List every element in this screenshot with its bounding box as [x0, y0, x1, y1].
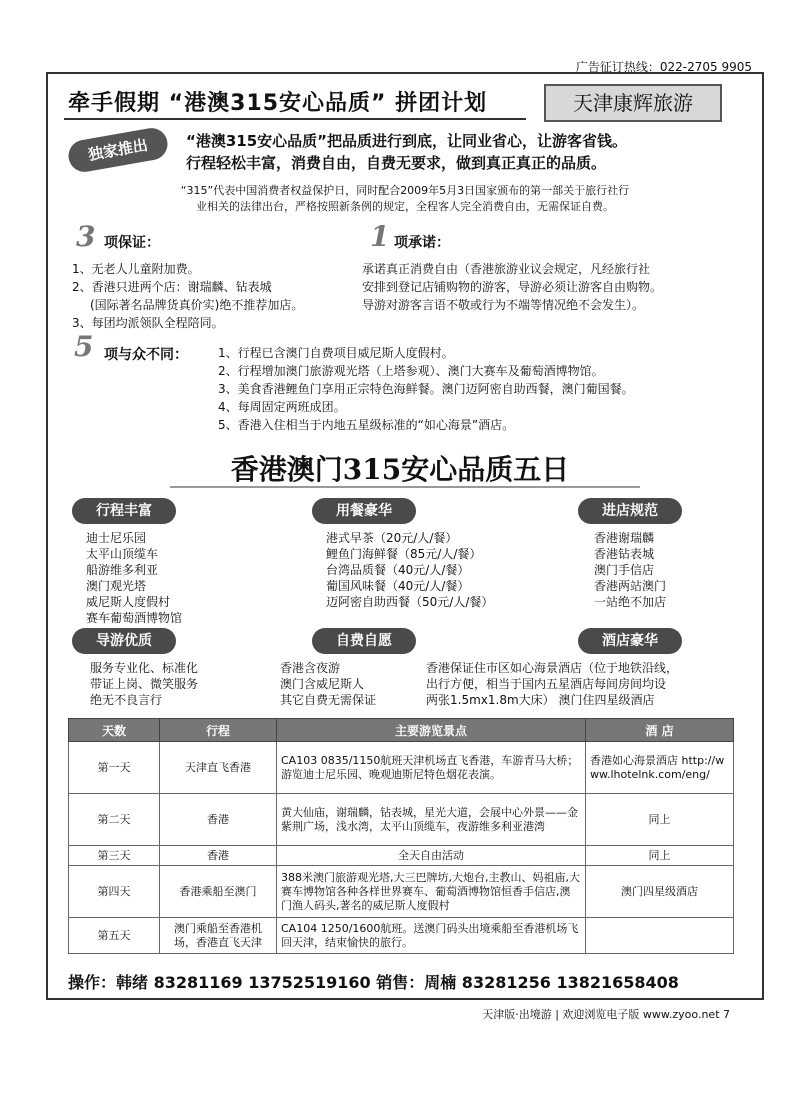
hotel-cell: 同上 — [586, 794, 734, 846]
product-title: 香港澳门315安心品质五日 — [230, 453, 570, 486]
list-item: 出行方便，相当于国内五星酒店每间房间均设 — [426, 677, 667, 691]
day-cell: 第三天 — [69, 846, 160, 866]
list-item: 服务专业化、标准化 — [90, 661, 199, 675]
feature-hotel-pill: 酒店豪华 — [578, 628, 682, 654]
list-item: 一站绝不加店 — [594, 595, 667, 609]
feature-optional-list — [280, 660, 376, 708]
feature-guide-pill: 导游优质 — [72, 628, 176, 654]
list-item: 其它自费无需保证 — [280, 693, 377, 707]
route-cell: 香港 — [160, 846, 277, 866]
hotel-cell: 澳门四星级酒店 — [586, 866, 734, 918]
table-row — [69, 742, 734, 794]
list-item: 澳门观光塔 — [86, 579, 147, 593]
promise-line: 安排到登记店铺购物的游客，导游必须让游客自由购物。 — [362, 280, 663, 294]
page-footer: 天津版·出境游 | 欢迎浏览电子版 www.zyoo.net 7 — [482, 1008, 730, 1021]
guarantee-item: (国际著名品牌货真价实)绝不推荐加店。 — [90, 298, 304, 312]
guarantee-item: 3、每团均派领队全程陪同。 — [72, 316, 224, 330]
guarantee-item: 1、无老人儿童附加费。 — [72, 262, 200, 276]
day-cell: 第二天 — [69, 794, 160, 846]
list-item: 威尼斯人度假村 — [86, 595, 171, 609]
feature-shops-list — [594, 530, 666, 610]
list-item: 绝无不良言行 — [90, 693, 163, 707]
feature-itinerary-pill: 行程丰富 — [72, 498, 176, 524]
feature-optional-pill: 自费自愿 — [312, 628, 416, 654]
intro-note-2: 业相关的法律出台，严格按照新条例的规定，全程客人完全消费自由，无需保证自费。 — [196, 200, 614, 213]
intro-line-2: 行程轻松丰富，消费自由，自费无要求，做到真正真正的品质。 — [186, 154, 607, 172]
column-header: 天数 — [69, 719, 160, 742]
route-cell: 澳门乘船至香港机场，香港直飞天津 — [160, 918, 277, 954]
difference-title: 项与众不同： — [104, 347, 188, 363]
guarantee-title: 项保证： — [104, 235, 160, 251]
sights-cell: 388米澳门旅游观光塔,大三巴牌坊,大炮台,主教山、妈祖庙,大赛车博物馆各种各样世界赛车、葡萄酒博物馆恒香手信店,澳门渔人码头,著名的威尼斯人度假村 — [277, 866, 586, 918]
sights-cell: CA104 1250/1600航班。送澳门码头出境乘船至香港机场飞回天津，结束愉快的旅行。 — [277, 918, 586, 954]
feature-dining-list — [326, 530, 493, 610]
sights-cell: 全天自由活动 — [277, 846, 586, 866]
sights-cell: 黄大仙庙，谢瑞麟，钻表城，星光大道，会展中心外景——金紫荆广场，浅水湾，太平山顶缆车，夜游维多利亚港湾 — [277, 794, 586, 846]
promise-line: 承诺真正消费自由（香港旅游业议会规定，凡经旅行社 — [362, 262, 651, 276]
list-item: 澳门含威尼斯人 — [280, 677, 365, 691]
contact-line: 操作：韩绪 83281169 13752519160 销售：周楠 83281256 13821658408 — [68, 973, 679, 992]
list-item: 香港两站澳门 — [594, 579, 667, 593]
feature-hotel-list — [426, 660, 678, 708]
list-item: 太平山顶缆车 — [86, 547, 159, 561]
column-header: 主要游览景点 — [277, 719, 586, 742]
day-cell: 第四天 — [69, 866, 160, 918]
list-item: 澳门手信店 — [594, 563, 655, 577]
guarantee-number: 3 — [76, 220, 96, 253]
promise-title: 项承诺： — [394, 235, 450, 251]
list-item: 台湾品质餐（40元/人/餐） — [326, 563, 470, 577]
difference-item: 3、美食香港鲤鱼门享用正宗特色海鲜餐。澳门迈阿密自助西餐，澳门葡国餐。 — [218, 382, 634, 396]
intro-note-1: “315”代表中国消费者权益保护日，同时配合2009年5月3日国家颁布的第一部关于旅行社行 — [180, 184, 630, 197]
hotel-cell: 同上 — [586, 846, 734, 866]
list-item: 香港含夜游 — [280, 661, 341, 675]
product-title-rule — [170, 486, 640, 488]
list-item: 鲤鱼门海鲜餐（85元/人/餐） — [326, 547, 482, 561]
list-item: 迈阿密自助西餐（50元/人/餐） — [326, 595, 494, 609]
itinerary-table — [68, 718, 734, 954]
table-header-row — [69, 719, 734, 742]
hotel-cell — [586, 918, 734, 954]
column-header: 酒 店 — [586, 719, 734, 742]
route-cell: 香港 — [160, 794, 277, 846]
feature-guide-list — [90, 660, 198, 708]
column-header: 行程 — [160, 719, 277, 742]
list-item: 赛车葡萄酒博物馆 — [86, 611, 183, 625]
list-item: 船游维多利亚 — [86, 563, 159, 577]
intro-line-1: “港澳315安心品质”把品质进行到底，让同业省心，让游客省钱。 — [186, 132, 628, 150]
list-item: 港式早茶（20元/人/餐） — [326, 531, 458, 545]
list-item: 葡国风味餐（40元/人/餐） — [326, 579, 470, 593]
difference-item: 2、行程增加澳门旅游观光塔（上塔参观）、澳门大赛车及葡萄酒博物馆。 — [218, 364, 604, 378]
list-item: 香港钻表城 — [594, 547, 655, 561]
promise-line: 导游对游客言语不敬或行为不端等情况绝不会发生）。 — [362, 298, 645, 312]
list-item: 两张1.5mx1.8m大床） 澳门住四星级酒店 — [426, 693, 655, 707]
promise-number: 1 — [370, 220, 390, 253]
exclusive-badge: 独家推出 — [66, 126, 170, 175]
feature-shops-pill: 进店规范 — [578, 498, 682, 524]
day-cell: 第一天 — [69, 742, 160, 794]
list-item: 带证上岗、微笑服务 — [90, 677, 199, 691]
title-underline — [64, 118, 526, 120]
route-cell: 天津直飞香港 — [160, 742, 277, 794]
table-row — [69, 794, 734, 846]
feature-itinerary-list — [86, 530, 182, 626]
difference-item: 1、行程已含澳门自费项目威尼斯人度假村。 — [218, 346, 454, 360]
list-item: 香港保证住市区如心海景酒店（位于地铁沿线， — [426, 661, 679, 675]
agency-logo: 天津康辉旅游 — [544, 84, 722, 122]
table-row — [69, 918, 734, 954]
list-item: 迪士尼乐园 — [86, 531, 147, 545]
page-title: 牵手假期 “港澳315安心品质” 拼团计划 — [68, 91, 488, 116]
guarantee-item: 2、香港只进两个店：谢瑞麟、钻表城 — [72, 280, 272, 294]
table-row — [69, 846, 734, 866]
ad-hotline: 广告征订热线：022-2705 9905 — [575, 60, 752, 74]
feature-dining-pill: 用餐豪华 — [312, 498, 416, 524]
list-item: 香港谢瑞麟 — [594, 531, 655, 545]
route-cell: 香港乘船至澳门 — [160, 866, 277, 918]
difference-number: 5 — [74, 330, 94, 363]
difference-item: 4、每周固定两班成团。 — [218, 400, 346, 414]
sights-cell: CA103 0835/1150航班天津机场直飞香港，车游青马大桥；游览迪士尼乐园、晚观迪斯尼特色烟花表演。 — [277, 742, 586, 794]
day-cell: 第五天 — [69, 918, 160, 954]
hotel-cell: 香港如心海景酒店 http://www.lhotelnk.com/eng/ — [586, 742, 734, 794]
difference-item: 5、香港入住相当于内地五星级标准的“如心海景”酒店。 — [218, 418, 515, 432]
table-row — [69, 866, 734, 918]
